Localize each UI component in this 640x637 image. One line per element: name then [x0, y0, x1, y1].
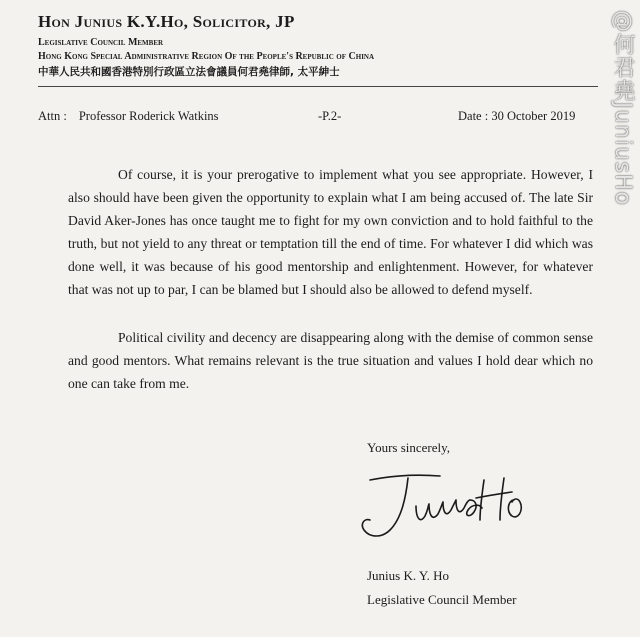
paragraph-text: Political civility and decency are disappearing along with the demise of common sense and good mentors. What remains relevant is the true situation and values I hold dear which no one can take from me. — [68, 330, 593, 391]
attn-recipient: Professor Roderick Watkins — [78, 109, 219, 123]
social-watermark: @何君堯JuniusHo — [610, 10, 635, 206]
attention-line — [38, 109, 219, 124]
valediction: Yours sincerely, — [367, 440, 451, 455]
letterhead-role: Legislative Council Member — [38, 37, 164, 48]
header-divider — [38, 86, 598, 87]
signatory-title: Legislative Council Member — [367, 592, 517, 607]
letter-date: Date : 30 October 2019 — [458, 109, 576, 123]
signatory-name: Junius K. Y. Ho — [367, 568, 449, 583]
paragraph-text: Of course, it is your prerogative to implement what you see appropriate. However, I also should have been given the opportunity to explain what I am being accused of. The late Sir David Aker-Jones has once taught me to fight for my own conviction and to hold faithful to the truth, but not yield to any threat or temptation till the end of time. For whatever I did which was done well, it was because of his good mentorship and enlightenment. However, for whatever that was not up to par, I can be blamed but I should also be allowed to defend myself. — [68, 167, 593, 297]
handwritten-signature-icon — [330, 466, 540, 546]
letterhead-region: Hong Kong Special Administrative Region Of the People's Republic of China — [38, 51, 375, 62]
body-paragraph — [68, 163, 593, 301]
attn-label: Attn : — [38, 109, 67, 123]
page-number: -P.2- — [318, 109, 342, 123]
body-paragraph — [68, 326, 593, 395]
letterhead-name: Hon Junius K.Y.Ho, Solicitor, JP — [38, 12, 295, 31]
letterhead-chinese: 中華人民共和國香港特別行政區立法會議員何君堯律師, 太平紳士 — [38, 66, 340, 78]
